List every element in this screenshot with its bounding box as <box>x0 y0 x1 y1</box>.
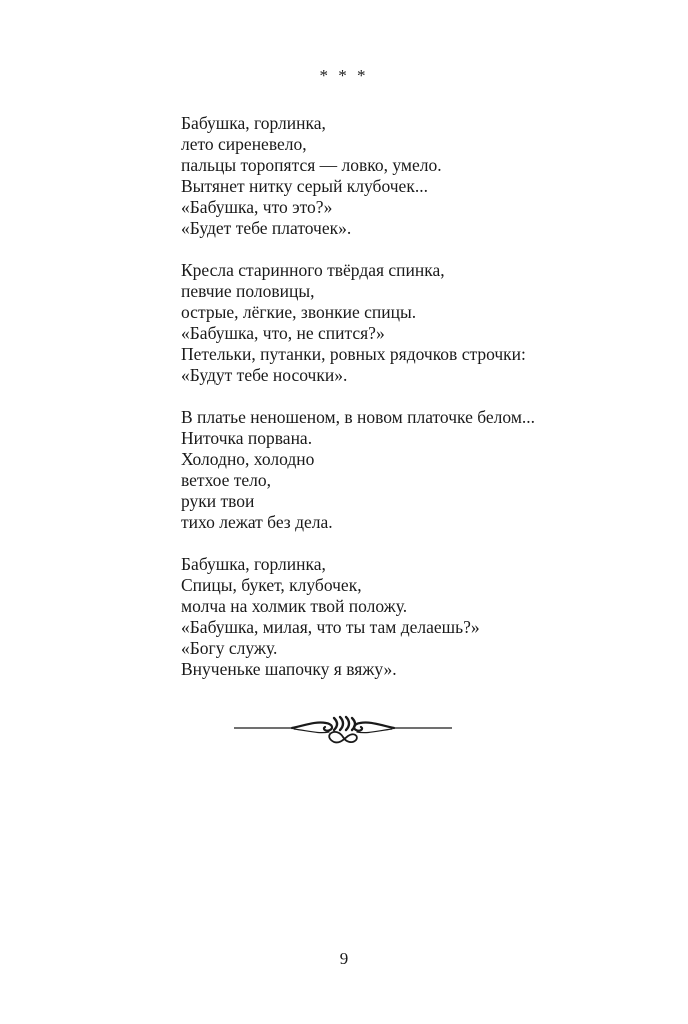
poem-line: тихо лежат без дела. <box>181 512 333 532</box>
poem <box>181 113 601 701</box>
poem-line: пальцы торопятся — ловко, умело. <box>181 155 442 175</box>
poem-line: Бабушка, горлинка, <box>181 113 326 133</box>
poem-line: «Будет тебе платочек». <box>181 218 352 238</box>
stanza-4 <box>181 554 601 680</box>
poem-line: Петельки, путанки, ровных рядочков строчки: <box>181 344 526 364</box>
poem-line: молча на холмик твой положу. <box>181 596 408 616</box>
stanza-1 <box>181 113 601 239</box>
poem-line: острые, лёгкие, звонкие спицы. <box>181 302 417 322</box>
ornament-divider-icon <box>234 712 452 748</box>
poem-line: лето сиреневело, <box>181 134 307 154</box>
poem-line: «Будут тебе носочки». <box>181 365 348 385</box>
poem-line: «Бабушка, милая, что ты там делаешь?» <box>181 617 480 637</box>
poem-line: Спицы, букет, клубочек, <box>181 575 362 595</box>
poem-line: Кресла старинного твёрдая спинка, <box>181 260 445 280</box>
poem-line: Бабушка, горлинка, <box>181 554 326 574</box>
stanza-3 <box>181 407 601 533</box>
page-number: 9 <box>339 949 349 968</box>
poem-line: «Бабушка, что, не спится?» <box>181 323 385 343</box>
poem-line: «Бабушка, что это?» <box>181 197 333 217</box>
poem-line: В платье неношеном, в новом платочке белом... <box>181 407 536 427</box>
poem-line: Вытянет нитку серый клубочек... <box>181 176 428 196</box>
poem-line: руки твои <box>181 491 255 511</box>
poem-line: ветхое тело, <box>181 470 272 490</box>
section-asterisms: * * * <box>319 66 369 85</box>
poem-line: Холодно, холодно <box>181 449 315 469</box>
poem-line: Внученьке шапочку я вяжу». <box>181 659 397 679</box>
stanza-2 <box>181 260 601 386</box>
poem-line: Ниточка порвана. <box>181 428 313 448</box>
poem-line: «Богу служу. <box>181 638 278 658</box>
poem-line: певчие половицы, <box>181 281 315 301</box>
